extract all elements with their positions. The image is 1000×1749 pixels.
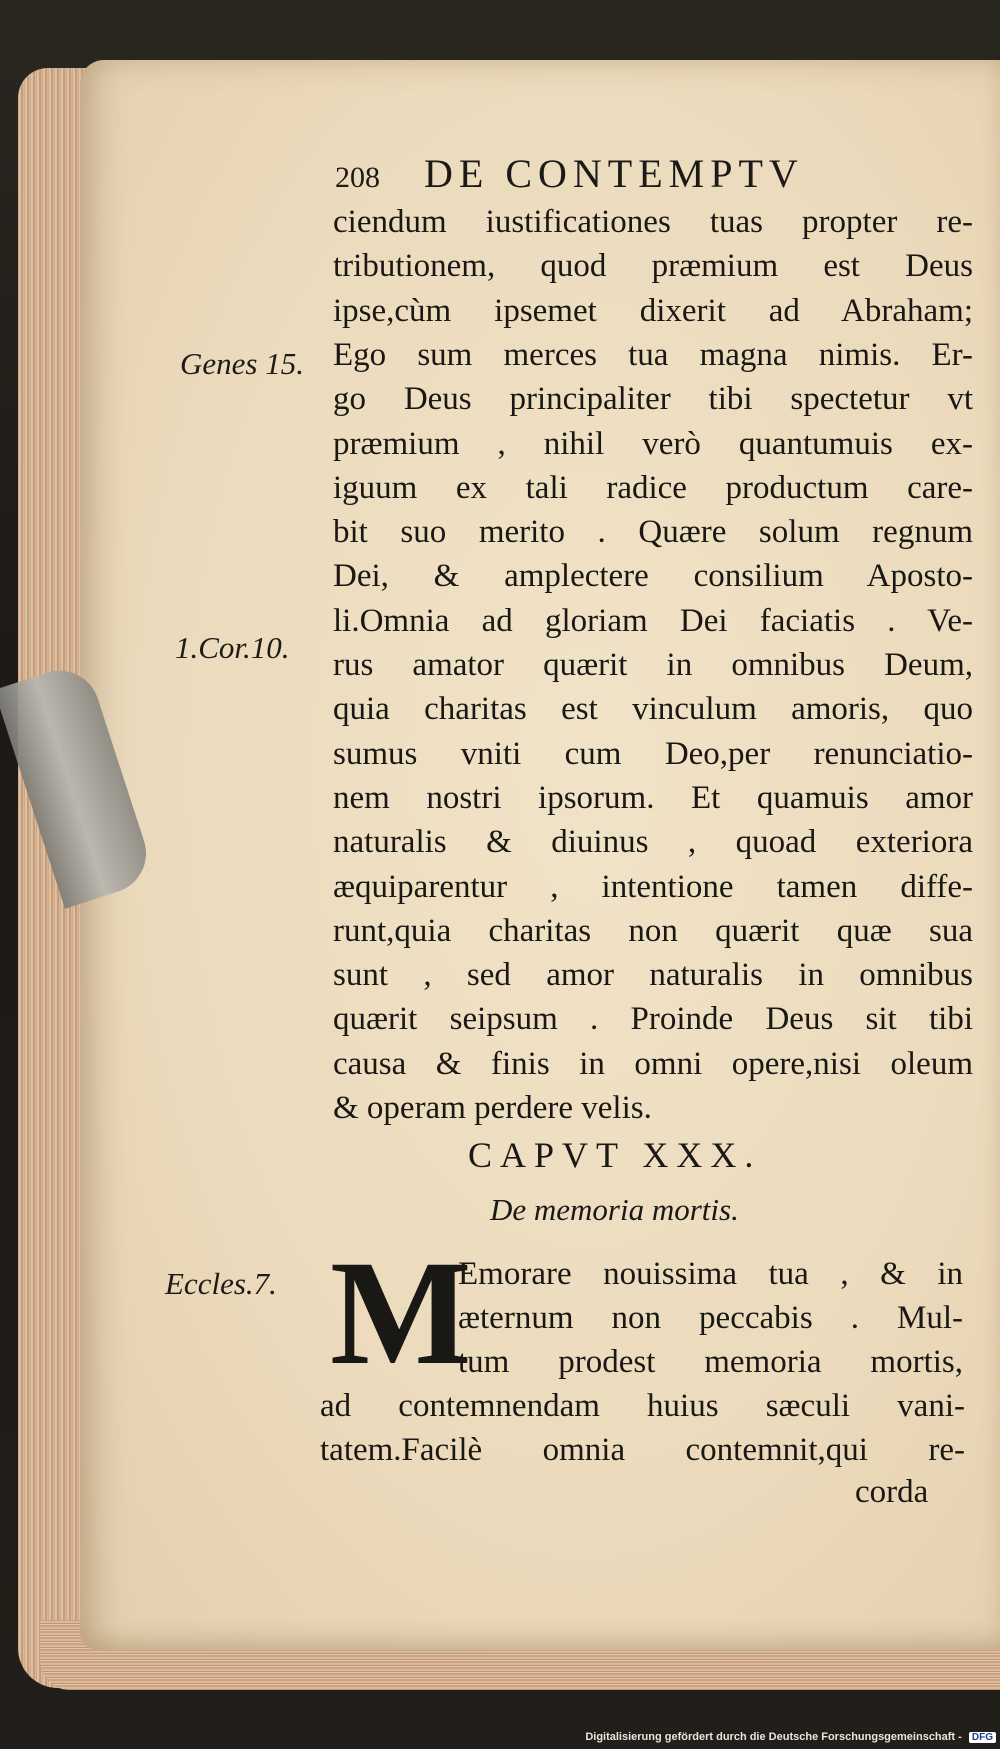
text-line: bit suo merito . Quære solum regnum [333, 514, 973, 551]
text-line: quia charitas est vinculum amoris, quo [333, 691, 973, 728]
page-number: 208 [335, 161, 380, 194]
chapter-subtitle: De memoria mortis. [490, 1192, 739, 1227]
text-line: ipse,cùm ipsemet dixerit ad Abraham; [333, 292, 973, 329]
chapter-text-line: ad contemnendam huius sæculi vani- [320, 1388, 965, 1424]
margin-note-ecclesiastes: Eccles.7. [165, 1266, 277, 1301]
text-line: sumus vniti cum Deo,per renunciatio- [333, 735, 973, 772]
text-line: rus amator quærit in omnibus Deum, [333, 647, 973, 683]
digitization-credit [585, 1731, 996, 1743]
text-line: li.Omnia ad gloriam Dei faciatis . Ve- [333, 602, 973, 639]
text-line: quærit seipsum . Proinde Deus sit tibi [333, 1001, 973, 1038]
margin-note-corinthians: 1.Cor.10. [175, 630, 290, 665]
margin-note-genesis: Genes 15. [180, 346, 304, 381]
text-line: Dei, & amplectere consilium Aposto- [333, 558, 973, 595]
catchword: corda [855, 1474, 929, 1510]
running-title: DE CONTEMPTV [424, 151, 804, 196]
text-line: Ego sum merces tua magna nimis. Er- [333, 336, 973, 373]
drop-cap: M [330, 1230, 472, 1396]
chapter-text-line: tum prodest memoria mortis, [458, 1344, 963, 1380]
dfg-logo: DFG [969, 1732, 996, 1743]
text-line: ciendum iustificationes tuas propter re- [333, 204, 973, 240]
running-head [335, 150, 895, 200]
credit-text: Digitalisierung gefördert durch die Deutsche Forschungsgemeinschaft - [585, 1731, 962, 1743]
text-line: runt,quia charitas non quærit quæ sua [333, 912, 973, 949]
text-line: iguum ex tali radice productum care- [333, 469, 973, 506]
chapter-heading: CAPVT XXX. [468, 1135, 762, 1175]
text-line: tributionem, quod præmium est Deus [333, 248, 973, 285]
text-line: æquiparentur , intentione tamen diffe- [333, 868, 973, 905]
chapter-text-line: æternum non peccabis . Mul- [458, 1300, 963, 1336]
text-line: naturalis & diuinus , quoad exteriora [333, 824, 973, 861]
text-line: sunt , sed amor naturalis in omnibus [333, 957, 973, 994]
text-line: præmium , nihil verò quantumuis ex- [333, 425, 973, 462]
text-line: nem nostri ipsorum. Et quamuis amor [333, 779, 973, 816]
text-line: go Deus principaliter tibi spectetur vt [333, 381, 973, 418]
chapter-text-line: tatem.Facilè omnia contemnit,qui re- [320, 1432, 965, 1468]
text-line: causa & finis in omni opere,nisi oleum [333, 1045, 973, 1082]
text-line: & operam perdere velis. [333, 1090, 652, 1126]
chapter-text-line: Emorare nouissima tua , & in [458, 1256, 963, 1292]
